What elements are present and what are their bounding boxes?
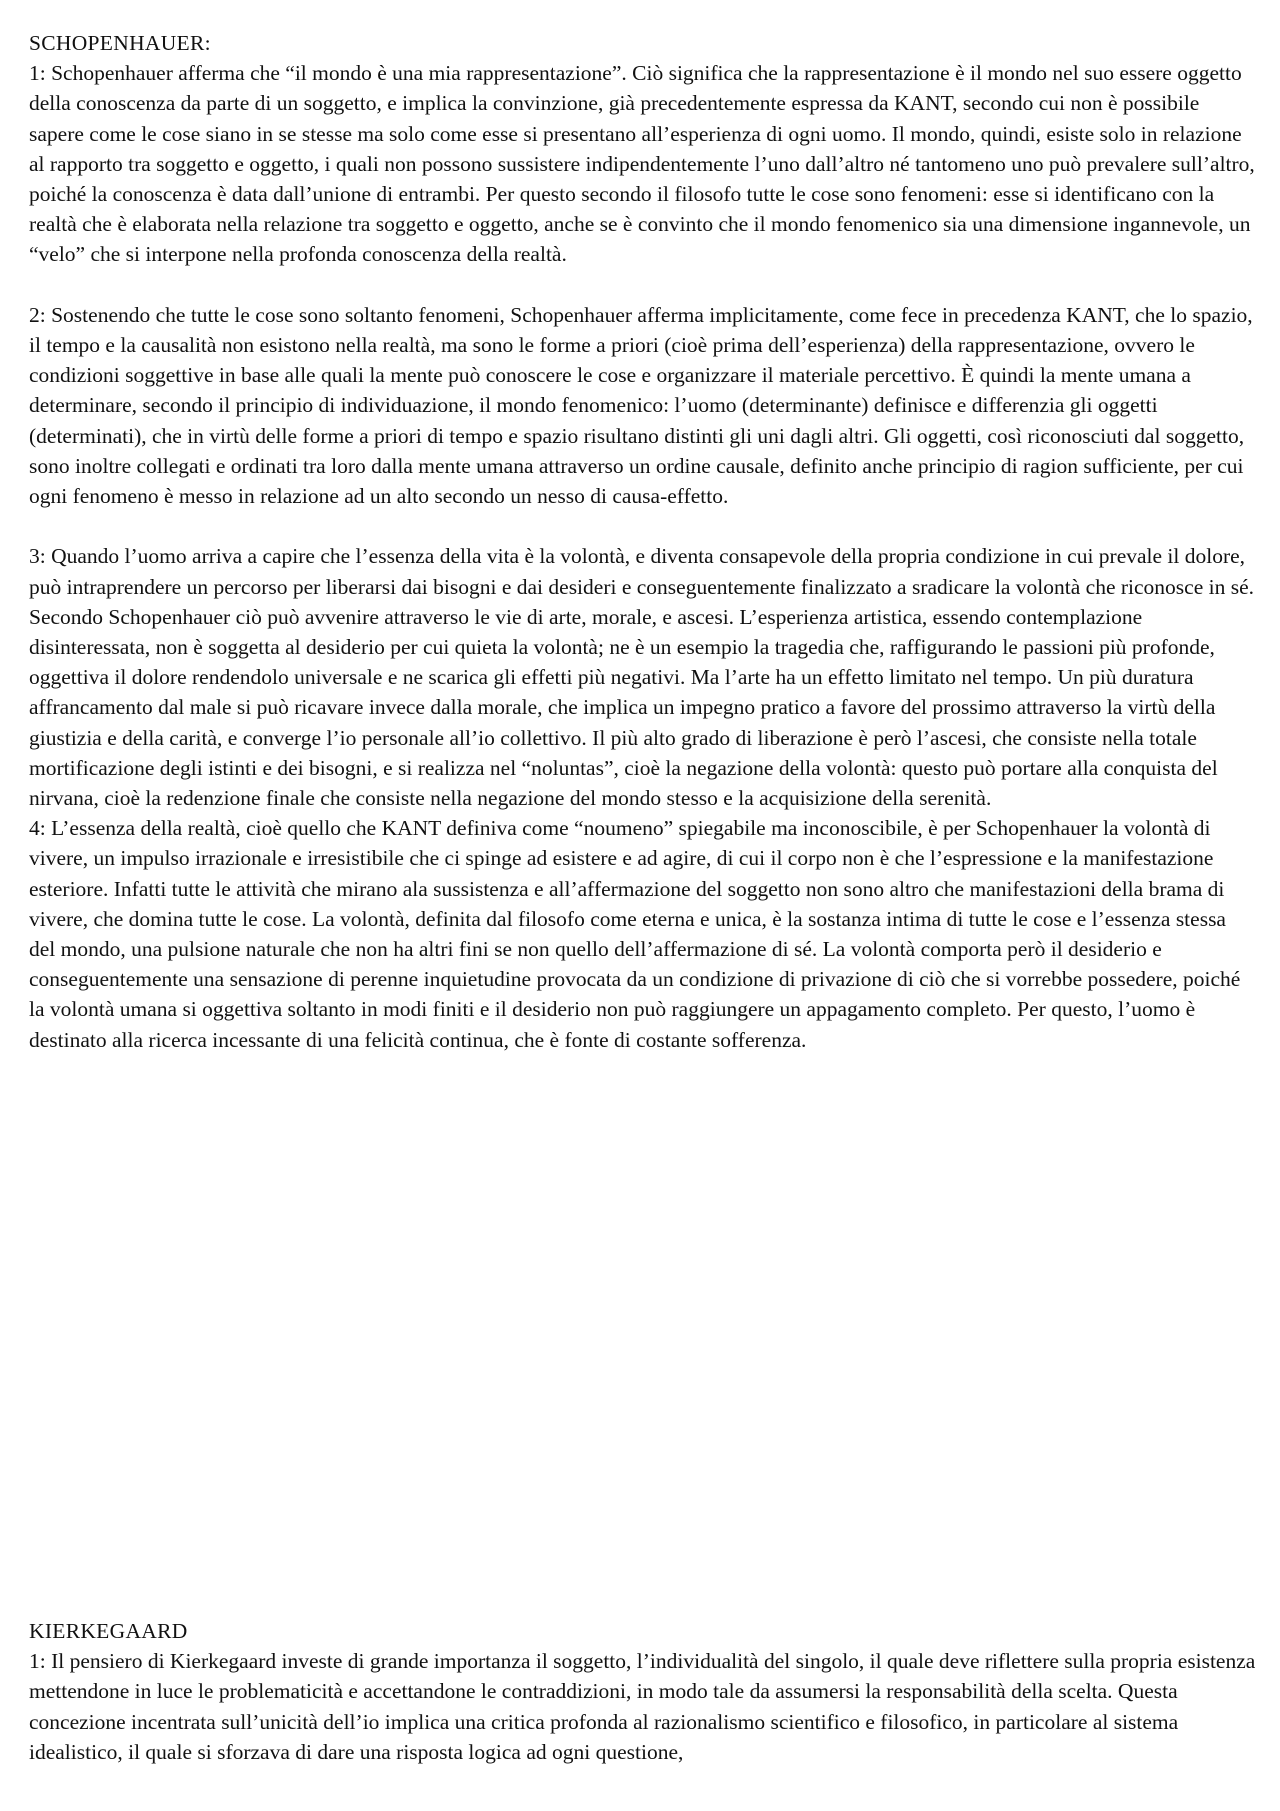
paragraph-gap	[29, 270, 1257, 300]
paragraph-schopenhauer-3: 3: Quando l’uomo arriva a capire che l’essenza della vita è la volontà, e diventa consapevole della propria condizione in cui prevale il dolore, può intraprendere un percorso per liberarsi dai bisogni e dai desideri e conseguentemente finalizzato a sradicare la volontà che riconosce in sé. Secondo Schopenhauer ciò può avvenire attraverso le vie di arte, morale, e ascesi. L’esperienza artistica, essendo contemplazione disinteressata, non è soggetta al desiderio per cui quieta la volontà; ne è un esempio la tragedia che, raffigurando le passioni più profonde, oggettiva il dolore rendendolo universale e ne scarica gli effetti più negativi. Ma l’arte ha un effetto limitato nel tempo. Un più duratura affrancamento dal male si può ricavare invece dalla morale, che implica un impegno pratico a favore del prossimo attraverso la virtù della giustizia e della carità, e converge l’io personale all’io collettivo. Il più alto grado di liberazione è però l’ascesi, che consiste nella totale mortificazione degli istinti e dei bisogni, e si realizza nel “noluntas”, cioè la negazione della volontà: questo può portare alla conquista del nirvana, cioè la redenzione finale che consiste nella negazione del mondo stesso e la acquisizione della serenità.	[29, 544, 1254, 811]
paragraph-kierkegaard-1: 1: Il pensiero di Kierkegaard investe di grande importanza il soggetto, l’individualità del singolo, il quale deve riflettere sulla propria esistenza mettendone in luce le problematicità e accettandone le contraddizioni, in modo tale da assumersi la responsabilità della scelta. Questa concezione incentrata sull’unicità dell’io implica una critica profonda al razionalismo scientifico e filosofico, in particolare al sistema idealistico, il quale si sforzava di dare una risposta logica ad ogni questione,	[29, 1649, 1256, 1764]
section-title-kierkegaard: KIERKEGAARD	[29, 1619, 188, 1643]
paragraph-gap	[29, 511, 1257, 541]
section-kierkegaard	[29, 1616, 1257, 1767]
paragraph-schopenhauer-4: 4: L’essenza della realtà, cioè quello che KANT definiva come “noumeno” spiegabile ma inconoscibile, è per Schopenhauer la volontà di vivere, un impulso irrazionale e irresistibile che ci spinge ad esistere e ad agire, di cui il corpo non è che l’espressione e la manifestazione esteriore. Infatti tutte le attività che mirano ala sussistenza e all’affermazione del soggetto non sono altro che manifestazioni della brama di vivere, che domina tutte le cose. La volontà, definita dal filosofo come eterna e unica, è la sostanza intima di tutte le cose e l’essenza stessa del mondo, una pulsione naturale che non ha altri fini se non quello dell’affermazione di sé. La volontà comporta però il desiderio e conseguentemente una sensazione di perenne inquietudine provocata da un condizione di privazione di ciò che si vorrebbe possedere, poiché la volontà umana si oggettiva soltanto in modi finiti e il desiderio non può raggiungere un appagamento completo. Per questo, l’uomo è destinato alla ricerca incessante di una felicità continua, che è fonte di costante sofferenza.	[29, 816, 1241, 1052]
document-page	[29, 28, 1257, 1055]
paragraph-schopenhauer-2: 2: Sostenendo che tutte le cose sono soltanto fenomeni, Schopenhauer afferma implicitamente, come fece in precedenza KANT, che lo spazio, il tempo e la causalità non esistono nella realtà, ma sono le forme a priori (cioè prima dell’esperienza) della rappresentazione, ovvero le condizioni soggettive in base alle quali la mente può conoscere le cose e organizzare il materiale percettivo. È quindi la mente umana a determinare, secondo il principio di individuazione, il mondo fenomenico: l’uomo (determinante) definisce e differenzia gli oggetti (determinati), che in virtù delle forme a priori di tempo e spazio risultano distinti gli uni dagli altri. Gli oggetti, così riconosciuti dal soggetto, sono inoltre collegati e ordinati tra loro dalla mente umana attraverso un ordine causale, definito anche principio di ragion sufficiente, per cui ogni fenomeno è messo in relazione ad un alto secondo un nesso di causa-effetto.	[29, 302, 1253, 509]
section-title-schopenhauer: SCHOPENHAUER:	[29, 31, 211, 55]
paragraph-schopenhauer-1: 1: Schopenhauer afferma che “il mondo è una mia rappresentazione”. Ciò significa che la rappresentazione è il mondo nel suo essere oggetto della conoscenza da parte di un soggetto, e implica la convinzione, già precedentemente espressa da KANT, secondo cui non è possibile sapere come le cose siano in se stesse ma solo come esse si presentano all’esperienza di ogni uomo. Il mondo, quindi, esiste solo in relazione al rapporto tra soggetto e oggetto, i quali non possono sussistere indipendentemente l’uno dall’altro né tantomeno uno può prevalere sull’altro, poiché la conoscenza è data dall’unione di entrambi. Per questo secondo il filosofo tutte le cose sono fenomeni: esse si identificano con la realtà che è elaborata nella relazione tra soggetto e oggetto, anche se è convinto che il mondo fenomenico sia una dimensione ingannevole, un “velo” che si interpone nella profonda conoscenza della realtà.	[29, 61, 1255, 267]
